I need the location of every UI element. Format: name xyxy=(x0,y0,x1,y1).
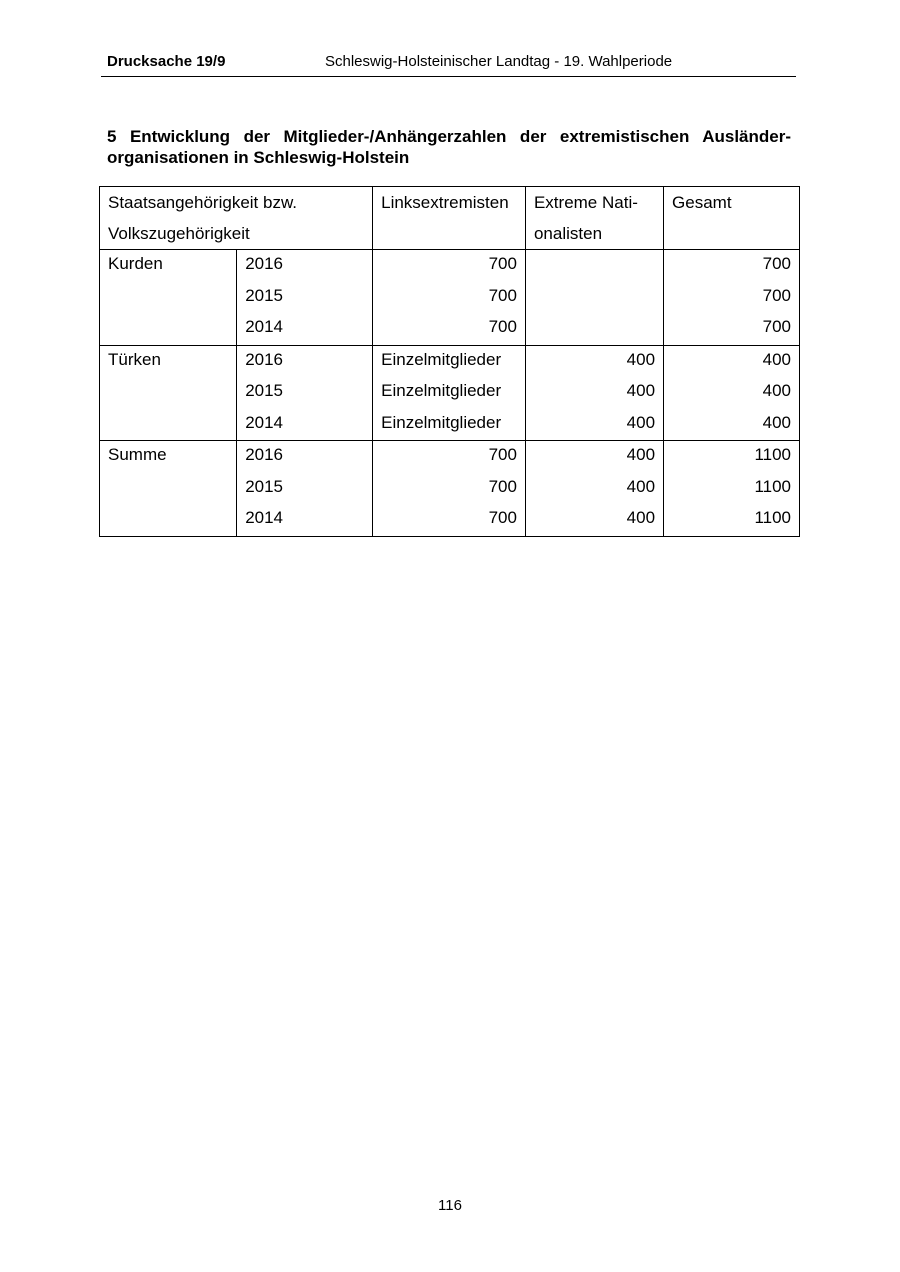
nationalists-cell: 400 xyxy=(525,345,663,377)
nationalists-cell xyxy=(525,282,663,314)
left-extremists-cell: 700 xyxy=(373,282,526,314)
table-row xyxy=(100,345,800,377)
year-cell: 2016 xyxy=(237,345,373,377)
nationalists-cell: 400 xyxy=(525,377,663,409)
year-cell: 2016 xyxy=(237,250,373,282)
left-extremists-cell: Einzelmitglieder xyxy=(373,409,526,441)
total-cell: 700 xyxy=(664,282,800,314)
year-cell: 2014 xyxy=(237,409,373,441)
nationalists-cell: 400 xyxy=(525,441,663,473)
year-cell: 2015 xyxy=(237,377,373,409)
total-cell: 1100 xyxy=(664,504,800,536)
total-cell: 400 xyxy=(664,377,800,409)
page-number: 116 xyxy=(438,1197,462,1214)
header-extreme-nationalists: Extreme Nati-onalisten xyxy=(525,187,663,250)
group-name-kurden: Kurden xyxy=(100,250,237,346)
year-cell: 2015 xyxy=(237,282,373,314)
left-extremists-cell: 700 xyxy=(373,441,526,473)
left-extremists-cell: 700 xyxy=(373,250,526,282)
nationalists-cell xyxy=(525,250,663,282)
parliament-name: Schleswig-Holsteinischer Landtag - 19. Wahlperiode xyxy=(325,53,673,70)
left-extremists-cell: 700 xyxy=(373,473,526,505)
header-total: Gesamt xyxy=(664,187,800,250)
total-cell: 700 xyxy=(664,250,800,282)
total-cell: 400 xyxy=(664,345,800,377)
total-cell: 1100 xyxy=(664,473,800,505)
group-name-summe: Summe xyxy=(100,441,237,537)
nationalists-cell xyxy=(525,313,663,345)
header-left-extremists: Linksextremisten xyxy=(373,187,526,250)
total-cell: 700 xyxy=(664,313,800,345)
membership-table xyxy=(99,186,800,537)
page-header xyxy=(101,52,796,77)
left-extremists-cell: Einzelmitglieder xyxy=(373,345,526,377)
year-cell: 2016 xyxy=(237,441,373,473)
nationalists-cell: 400 xyxy=(525,504,663,536)
nationalists-cell: 400 xyxy=(525,409,663,441)
year-cell: 2014 xyxy=(237,313,373,345)
header-nationality: Staatsangehörigkeit bzw. Volkszugehörigkeit xyxy=(100,187,373,250)
total-cell: 1100 xyxy=(664,441,800,473)
group-name-tuerken: Türken xyxy=(100,345,237,441)
section-title: 5 Entwicklung der Mitglieder-/Anhängerzahlen der extremistischen Ausländer-organisationen in Schleswig-Holstein xyxy=(107,127,791,167)
document-number: Drucksache 19/9 xyxy=(107,53,226,70)
table-row xyxy=(100,441,800,473)
nationalists-cell: 400 xyxy=(525,473,663,505)
year-cell: 2014 xyxy=(237,504,373,536)
year-cell: 2015 xyxy=(237,473,373,505)
total-cell: 400 xyxy=(664,409,800,441)
table-row xyxy=(100,250,800,282)
table-header-row xyxy=(100,187,800,250)
left-extremists-cell: 700 xyxy=(373,313,526,345)
left-extremists-cell: Einzelmitglieder xyxy=(373,377,526,409)
left-extremists-cell: 700 xyxy=(373,504,526,536)
